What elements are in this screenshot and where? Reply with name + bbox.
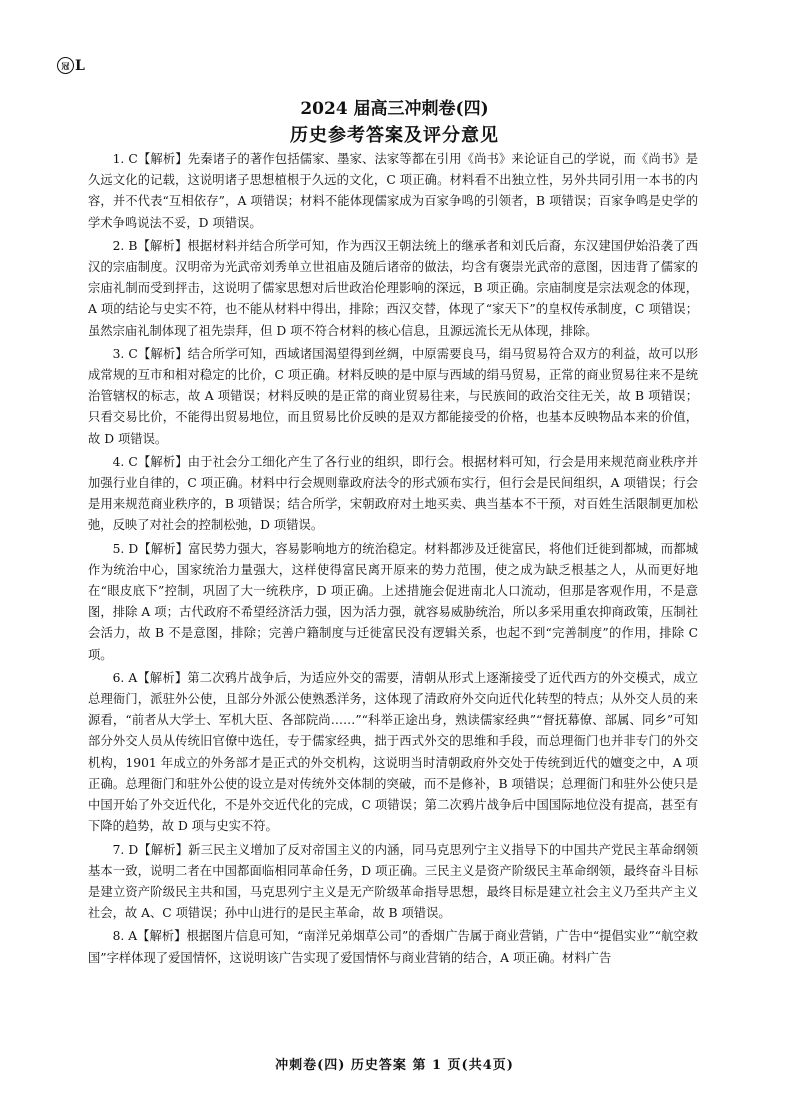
- answer-item-3: 3. C【解析】结合所学可知，西域诸国渴望得到丝绸，中原需要良马，绢马贸易符合双方的利益，故可以形成常规的互市和相对稳定的比价，C 项正确。材料反映的是中原与西域的绢马贸易，正常的商业贸易往来不是统治管辖权的标志，故 A 项错误；材料反映的是正常的商业贸易往来，与民族间的政治交往无关，故 B 项错误；只看交易比价，不能得出贸易地位，而且贸易比价反映的是双方都能接受的价格，也基本反映物品本来的价值，故 D 项错误。: [88, 346, 698, 446]
- answer-item-8: 8. A【解析】根据图片信息可知，“南洋兄弟烟草公司”的香烟广告属于商业营销，广告中“提倡实业”“航空救国”字样体现了爱国情怀，这说明该广告实现了爱国情怀与商业营销的结合，A 项正确。材料广告: [88, 929, 698, 965]
- answer-item-2: 2. B【解析】根据材料并结合所学可知，作为西汉王朝法统上的继承者和刘氏后裔，东汉建国伊始沿袭了西汉的宗庙制度。汉明帝为光武帝刘秀单立世祖庙及随后诸帝的做法，均含有褒崇光武帝的意图，因违背了儒家的宗庙礼制而受到抨击，这说明了儒家思想对后世政治伦理影响的深远，B 项正确。宗庙制度是宗法观念的体现，A 项的结论与史实不符，也不能从材料中得出，排除；西汉交替，体现了“家天下”的皇权传承制度，C 项错误；虽然宗庙礼制体现了祖先崇拜，但 D 项不符合材料的核心信息，且源远流长无从体现，排除。: [88, 238, 698, 338]
- answer-item-4: 4. C【解析】由于社会分工细化产生了各行业的组织，即行会。根据材料可知，行会是用来规范商业秩序并加强行业自律的，C 项正确。材料中行会规则靠政府法令的形式颁布实行，但行会是民间组织，A 项错误；行会是用来规范商业秩序的，B 项错误；结合所学，宋朝政府对土地买卖、典当基本不干预，对百姓生活限制更加松弛，反映了对社会的控制松弛，D 项错误。: [88, 454, 698, 533]
- answer-item-7: 7. D【解析】新三民主义增加了反对帝国主义的内涵，同马克思列宁主义指导下的中国共产党民主革命纲领基本一致，说明二者在中国都面临相同革命任务，D 项正确。三民主义是资产阶级民主革命纲领，最终奋斗目标是建立资产阶级民主共和国，马克思列宁主义是无产阶级革命指导思想，最终目标是建立社会主义乃至共产主义社会，故 A、C 项错误；孙中山进行的是民主革命，故 B 项错误。: [88, 842, 698, 921]
- page-title: 2024 届高三冲刺卷(四): [300, 99, 489, 119]
- answer-item-1: 1. C【解析】先秦诸子的著作包括儒家、墨家、法家等都在引用《尚书》来论证自己的学说，而《尚书》是久远文化的记载，这说明诸子思想植根于久远的文化，C 项正确。材料看不出独立性，另外共同引用一本书的内容，并不代表“互相依存”，A 项错误；材料不能体现儒家成为百家争鸣的引领者，B 项错误；百家争鸣是史学的学术争鸣说法不妥，D 项错误。: [88, 152, 698, 230]
- page-footer: 冲刺卷(四) 历史答案 第 1 页(共4页): [275, 1058, 514, 1073]
- corner-mark: [57, 57, 85, 74]
- seal-logo: 冠: [57, 57, 74, 74]
- answer-item-5: 5. D【解析】富民势力强大，容易影响地方的统治稳定。材料都涉及迁徙富民，将他们迁徙到都城，而都城作为统治中心，国家统治力量强大，这样使得富民离开原来的势力范围，使之成为缺乏根基之人，从而更好地在“眼皮底下”控制，巩固了大一统秩序，D 项正确。上述措施会促进南北人口流动，但那是客观作用，不是意图，排除 A 项；古代政府不希望经济活力强，因为活力强，就容易威胁统治，所以多采用重农抑商政策，压制社会活力，故 B 不是意图，排除；完善户籍制度与迁徙富民没有逻辑关系，也起不到“完善制度”的作用，排除 C 项。: [88, 541, 698, 662]
- answer-list: [88, 149, 698, 1039]
- answer-item-6: 6. A【解析】第二次鸦片战争后，为适应外交的需要，清朝从形式上逐渐接受了近代西方的外交模式，成立总理衙门，派驻外公使，且部分外派公使熟悉洋务，这体现了清政府外交向近代化转型的特点；从外交人员的来源看，“前者从大学士、军机大臣、各部院尚……”“科举正途出身，熟读儒家经典”“督抚幕僚、部属、同乡”可知部分外交人员从传统旧官僚中选任，专于儒家经典，拙于西式外交的思维和手段，而总理衙门也并非专门的外交机构，1901 年成立的外务部才是正式的外交机构，这说明当时清朝政府外交处于传统到近代的嬗变之中，A 项正确。总理衙门和驻外公使的设立是对传统外交体制的突破，而不是修补，B 项错误；总理衙门和驻外公使只是中国开始了外交近代化，不是外交近代化的完成，C 项错误；第二次鸦片战争后中国国际地位没有提高，甚至有下降的趋势，故 D 项与史实不符。: [88, 670, 698, 834]
- corner-letter: L: [75, 57, 85, 74]
- page-subtitle: 历史参考答案及评分意见: [290, 125, 499, 146]
